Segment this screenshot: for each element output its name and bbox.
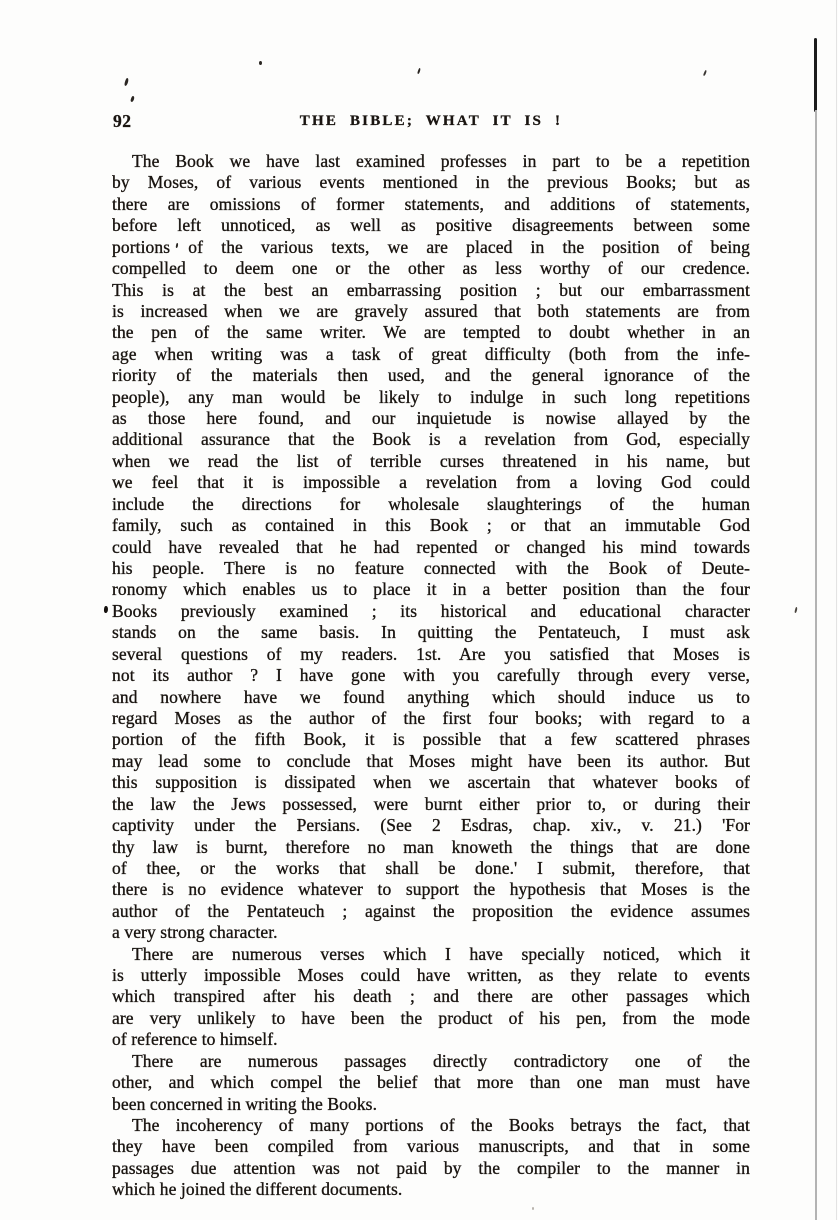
text-line: there are omissions of former statements, and additions of statements, [112,193,750,214]
text-line: as those here found, and our inquietude is nowise allayed by the [112,408,750,429]
text-line: by Moses, of various events mentioned in the previous Books; but as [112,172,750,193]
text-line: portion of the fifth Book, it is possible that a few scattered phrases [112,729,750,750]
text-line: ronomy which enables us to place it in a better position than the four [112,579,750,600]
text-line: a very strong character. [112,922,278,943]
text-line: which transpired after his death ; and there are other passages which [112,986,750,1007]
text-line: portions of the various texts, we are placed in the position of being [112,236,750,257]
text-line: of thee, or the works that shall be done.' I submit, therefore, that [112,857,750,878]
text-line: people), any man would be likely to indulge in such long repetitions [112,386,750,407]
text-line: of reference to himself. [112,1029,278,1050]
scan-speck [259,61,262,65]
text-line: are very unlikely to have been the product of his pen, from the mode [112,1007,750,1028]
text-line: is increased when we are gravely assured that both statements are from [112,300,750,321]
paragraph [112,1115,750,1201]
text-line: the pen of the same writer. We are tempted to doubt whether in an [112,322,750,343]
page-edge-line [815,110,817,1220]
text-line: family, such as contained in this Book ; or that an immutable God [112,515,750,536]
page-number: 92 [113,111,132,131]
text-line: we feel that it is impossible a revelation from a loving God could [112,472,750,493]
text-line: author of the Pentateuch ; against the proposition the evidence assumes [112,900,750,921]
text-line: include the directions for wholesale slaughterings of the human [112,493,750,514]
running-title: THE BIBLE; WHAT IT IS ! [299,113,563,129]
text-line: not its author ? I have gone with you carefully through every verse, [112,665,750,686]
text-line: which he joined the different documents. [112,1179,403,1200]
text-line: may lead some to conclude that Moses might have been its author. But [112,750,750,771]
text-line: regard Moses as the author of the first four books; with regard to a [112,707,750,728]
scan-speck [532,1207,534,1210]
text-line: There are numerous verses which I have specially noticed, which it [132,943,750,964]
text-line: There are numerous passages directly contradictory one of the [132,1050,750,1071]
text-line: additional assurance that the Book is a revelation from God, especially [112,429,750,450]
paragraph [112,151,750,944]
paragraph [112,1051,750,1115]
text-line: when we read the list of terrible curses threatened in his name, but [112,450,750,471]
text-line: The incoherency of many portions of the Books betrays the fact, that [132,1114,750,1135]
scan-speck [130,96,135,103]
text-line: could have revealed that he had repented or changed his mind towards [112,536,750,557]
text-line: thy law is burnt, therefore no man knoweth the things that are done [112,836,750,857]
running-header [112,111,750,135]
scan-speck [794,607,797,613]
text-block [112,151,750,1201]
scan-speck [104,606,109,613]
text-line: captivity under the Persians. (See 2 Esdras, chap. xiv., v. 21.) 'For [112,815,750,836]
text-line: there is no evidence whatever to support the hypothesis that Moses is the [112,879,750,900]
scan-speck [124,78,129,87]
text-line: other, and which compel the belief that more than one man must have [112,1072,750,1093]
text-line: several questions of my readers. 1st. Are you satisfied that Moses is [112,643,750,664]
text-line: the law the Jews possessed, were burnt either prior to, or during their [112,793,750,814]
text-line: Books previously examined ; its historical and educational character [112,600,750,621]
text-line: riority of the materials then used, and the general ignorance of the [112,365,750,386]
scan-speck [703,70,707,76]
text-line: The Book we have last examined professes in part to be a repetition [132,151,750,171]
text-line: they have been compiled from various manuscripts, and that in some [112,1136,750,1157]
text-line: is utterly impossible Moses could have written, as they relate to events [112,965,750,986]
text-line: age when writing was a task of great difficulty (both from the infe- [112,343,750,364]
text-line: been concerned in writing the Books. [112,1093,378,1114]
text-line: before left unnoticed, as well as positive disagreements between some [112,215,750,236]
page-edge-shadow [836,0,837,1220]
text-line: stands on the same basis. In quitting the Pentateuch, I must ask [112,622,750,643]
text-line: This is at the best an embarrassing position ; but our embarrassment [112,279,750,300]
paragraph [112,944,750,1051]
text-line: his people. There is no feature connected with the Book of Deute- [112,558,750,579]
text-line: compelled to deem one or the other as less worthy of our credence. [112,258,750,279]
text-line: this supposition is dissipated when we ascertain that whatever books of [112,772,750,793]
text-line: and nowhere have we found anything which should induce us to [112,686,750,707]
page-edge-line-dark [814,38,817,112]
scan-speck [417,68,421,74]
text-line: passages due attention was not paid by the compiler to the manner in [112,1157,750,1178]
